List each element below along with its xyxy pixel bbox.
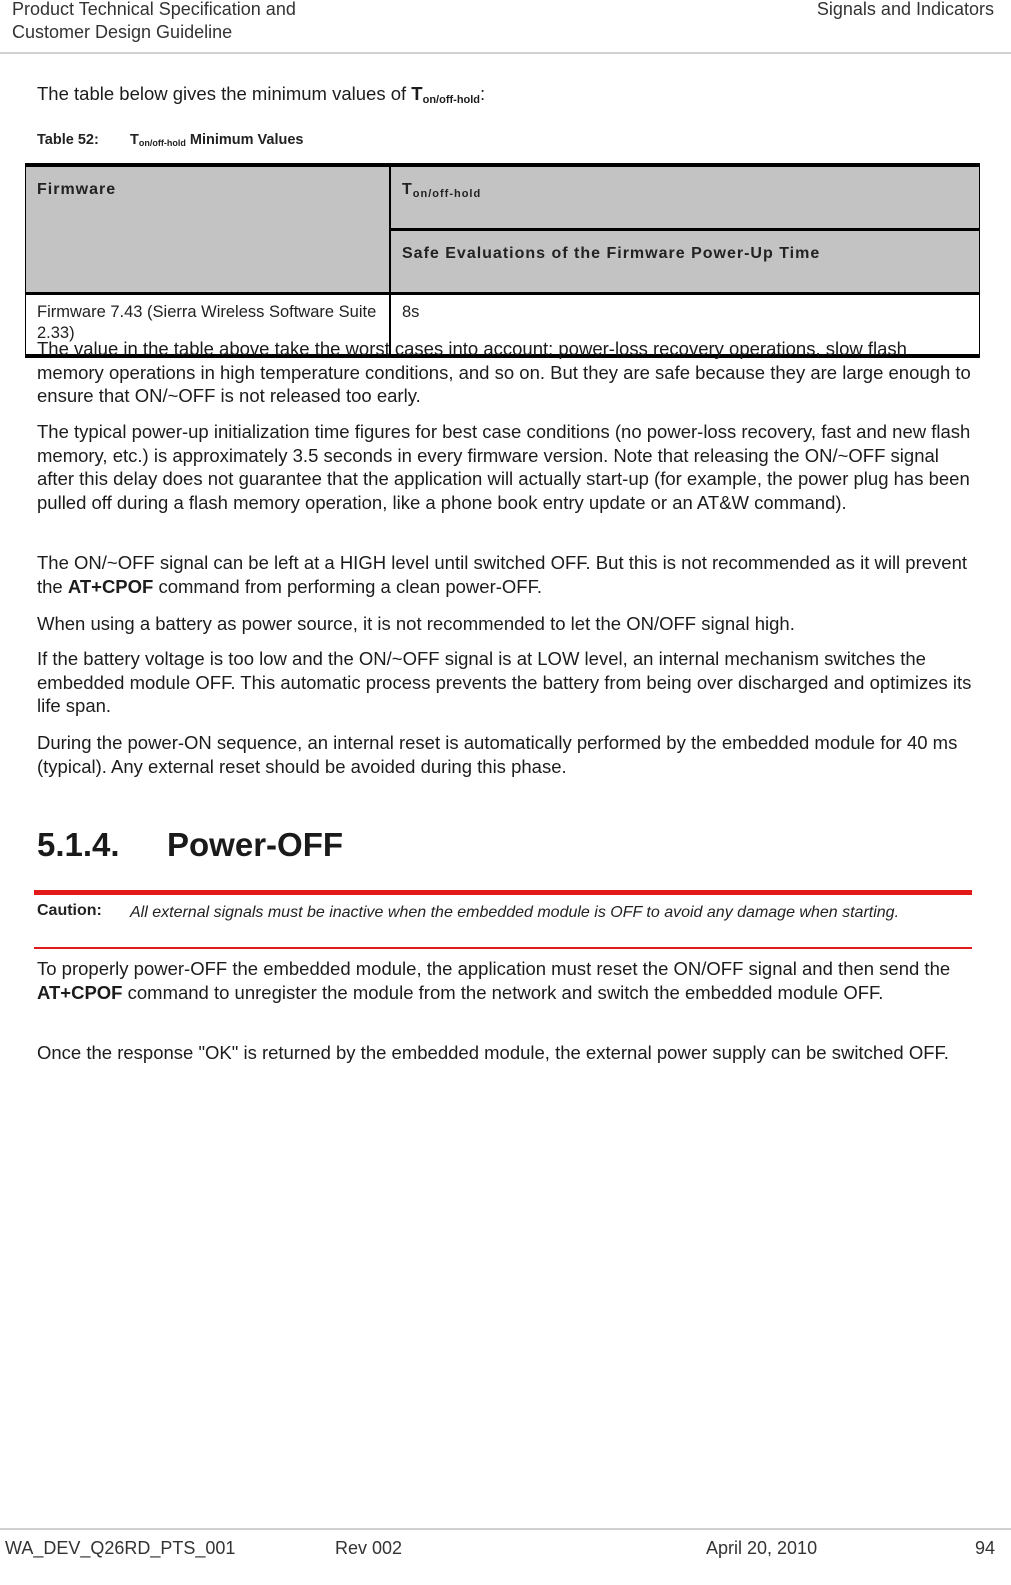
header-firmware: Firmware [26, 165, 391, 294]
section-title: Power-OFF [167, 826, 344, 863]
min-values-table [25, 163, 980, 358]
header-doc-title [12, 0, 296, 44]
caution-box [34, 890, 972, 949]
caption-title: Minimum Values [185, 132, 304, 148]
header-chapter: Signals and Indicators [816, 0, 994, 19]
intro-text: The table below gives the minimum values of [37, 83, 412, 104]
paragraph-battery-low: If the battery voltage is too low and the ON/~OFF signal is at LOW level, an internal mechanism switches the embedded module OFF. This automatic process prevents the battery from being over discharged and optimizes its life span. [37, 648, 972, 716]
paragraph-ok-response: Once the response "OK" is returned by the embedded module, the external power supply can be switched OFF. [37, 1042, 949, 1063]
caution-text: All external signals must be inactive when the embedded module is OFF to avoid any damage when starting. [130, 904, 900, 921]
command-at-cpof-2: AT+CPOF [37, 981, 123, 1003]
paragraph-power-off-procedure: To properly power-OFF the embedded module, the application must reset the ON/OFF signal and then send the AT+CPOF command to unregister the module from the network and switch the embedded module OFF. [37, 958, 951, 1003]
section-heading [37, 826, 343, 864]
cell-firmware: Firmware 7.43 (Sierra Wireless Software Suite 2.33) [26, 294, 391, 357]
footer-page-number: 94 [974, 1538, 995, 1558]
paragraph-typical-power-up: The typical power-up initialization time figures for best case conditions (no power-loss recovery, fast and new flash memory, etc.) is approximately 3.5 seconds in every firmware version. Note that releasing the ON/~OFF signal after this delay does not guarantee that the application will actually start-up (for example, the power plug has been pulled off during a flash memory operation, like a phone book entry update or an AT&W command). [37, 421, 971, 513]
command-at-cpof: AT+CPOF [67, 575, 154, 597]
intro-paragraph [37, 82, 972, 113]
header-ton-off-hold: $T_{on/off-hold}$ [390, 165, 980, 230]
paragraph-high-level: The ON/~OFF signal can be left at a HIGH level until switched OFF. But this is not recommended as it will prevent the AT+CPOF command from performing a clean power-OFF. [37, 552, 968, 597]
page-footer [0, 1528, 1011, 1585]
header-safe-evaluations: Safe Evaluations of the Firmware Power-Up Time [390, 230, 980, 294]
header-title-line2: Customer Design Guideline [12, 22, 233, 42]
cell-value: 8s [390, 294, 980, 357]
footer-revision: Rev 002 [335, 1538, 403, 1558]
section-number: 5.1.4. [37, 826, 120, 863]
caution-label: Caution: [37, 902, 102, 919]
intro-symbol: $T_{on/off-hold}$ [411, 83, 481, 106]
footer-doc-id: WA_DEV_Q26RD_PTS_001 [5, 1538, 236, 1558]
header-title-line1: Product Technical Specification and [12, 0, 296, 19]
footer-date: April 20, 2010 [706, 1538, 818, 1558]
paragraph-worst-cases: The value in the table above take the worst cases into account: power-loss recovery operations, slow flash memory operations in high temperature conditions, and so on. But they are safe because they are large enough to ensure that ON/~OFF is not released too early. [37, 338, 971, 406]
paragraph-power-on-reset: During the power-ON sequence, an internal reset is automatically performed by the embedded module for 40 ms (typical). Any external reset should be avoided during this phase. [37, 732, 958, 777]
table-caption [37, 132, 304, 148]
page-header [0, 0, 1011, 54]
caption-symbol: $T_{on/off-hold}$ [130, 132, 186, 148]
intro-suffix: : [480, 83, 486, 104]
table-number: Table 52: [37, 132, 99, 148]
paragraph-battery-source: When using a battery as power source, it is not recommended to let the ON/OFF signal high. [37, 613, 795, 634]
